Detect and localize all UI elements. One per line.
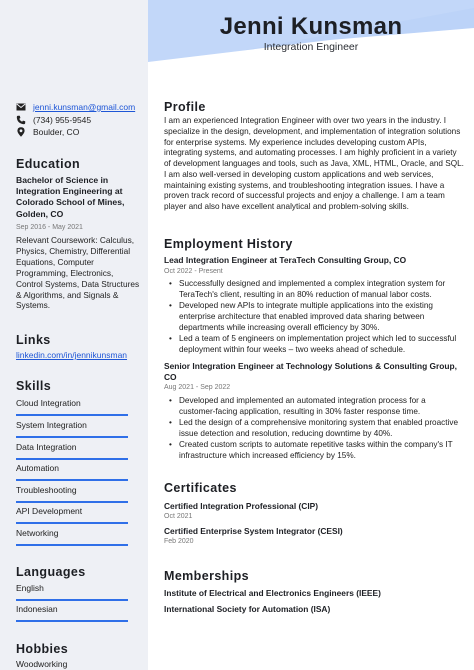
membership-item: International Society for Automation (ISA) [164,604,331,614]
resume-job-title: Integration Engineer [263,41,359,53]
skill-bar [16,436,128,438]
job-bullet: • Created custom scripts to automate repetitive tasks within the company's IT infrastructure which increased efficiency by 15%. [164,440,464,462]
employment-heading: Employment History [164,237,293,251]
skill-item [16,398,128,416]
job-bullet: • Developed and implemented an automated integration process for a customer-facing application, resulting in 30% faster response time. [164,396,464,418]
links-heading: Links [16,333,51,347]
education-coursework: Relevant Coursework: Calculus, Physics, Chemistry, Differential Equations, Computer Programming, Electronics, Control Systems, Data Structures & Algorithms, and Signals & Systems. [16,235,140,311]
skill-bar-fill [16,436,128,438]
contact-email[interactable]: jenni.kunsman@gmail.com [33,102,136,112]
profile-heading: Profile [164,100,206,114]
certificate-name: Certified Enterprise System Integrator (CESI) [164,526,343,536]
certificate-date: Feb 2020 [164,538,194,545]
memberships-heading: Memberships [164,569,249,583]
job-dates: Aug 2021 - Sep 2022 [164,384,231,391]
language-label: Indonesian [16,604,58,614]
skill-bar [16,544,128,546]
job-title: Lead Integration Engineer at TeraTech Consulting Group, CO [164,255,407,265]
location-pin-icon [16,127,26,137]
skill-label: Cloud Integration [16,398,81,408]
language-item [16,583,128,601]
languages-heading: Languages [16,565,86,579]
job-title: Senior Integration Engineer at Technology Solutions & Consulting Group, CO [164,361,457,382]
job-bullet: • Led a team of 5 engineers on implementation project which led to successful deployment within four weeks – two weeks ahead of schedule. [164,334,464,356]
contact-phone: (734) 955-9545 [33,115,92,125]
skill-item [16,463,128,481]
skill-bar-fill [16,414,128,416]
skill-bar-fill [16,479,128,481]
skill-label: Troubleshooting [16,485,77,495]
contact-location-row [16,127,79,137]
profile-text: I am an experienced Integration Engineer with over two years in the industry. I specialize in the design, development, and implementation of integration solutions for enterprise systems. My experience includes developing custom APIs, integrating systems, and automating processes. I am highly proficient in a variety of development languages and tools, such as Java, XML, HTML, Oracle, and SQL. I am also well-versed in developing custom applications and web services, maintaining existing systems, and troubleshooting integration issues. I have a proven track record of successful projects and enjoy a challenge. I am a team player and also have excellent analytical and problem-solving skills. [164,116,464,211]
skill-label: API Development [16,506,83,516]
skill-item [16,506,128,524]
skill-bar-fill [16,544,128,546]
skill-item [16,528,128,546]
education-heading: Education [16,157,81,171]
resume-name: Jenni Kunsman [219,13,403,40]
job-bullet: • Successfully designed and implemented a complex integration system for TeraTech's client, resulting in an 80% reduction of manual labor costs. [164,279,464,301]
job-bullets [164,279,464,356]
envelope-icon [16,102,26,112]
language-bar [16,599,128,601]
hobbies-heading: Hobbies [16,642,69,656]
skill-label: Automation [16,463,59,473]
skill-bar-fill [16,458,128,460]
skill-bar [16,414,128,416]
contact-phone-row [16,115,91,125]
education-dates: Sep 2016 - May 2021 [16,224,83,231]
job-dates: Oct 2022 - Present [164,268,223,275]
language-item [16,604,128,622]
skill-bar [16,458,128,460]
skill-label: Data Integration [16,442,77,452]
linkedin-link[interactable]: linkedin.com/in/jennikunsman [16,350,128,360]
skill-bar-fill [16,522,128,524]
skill-bar-fill [16,501,128,503]
job-bullet: • Developed new APIs to integrate multiple applications into the existing enterprise architecture that enabled improved data sharing between departments while increasing overall efficiency by 30%. [164,301,464,333]
certificate-name: Certified Integration Professional (CIP) [164,501,319,511]
language-label: English [16,583,44,593]
skill-bar [16,501,128,503]
skills-heading: Skills [16,379,52,393]
membership-item: Institute of Electrical and Electronics Engineers (IEEE) [164,588,381,598]
skill-label: Networking [16,528,59,538]
education-degree: Bachelor of Science in Integration Engineering at Colorado School of Mines, Golden, CO [16,175,125,219]
language-bar-fill [16,620,128,622]
skill-bar [16,479,128,481]
job-bullets [164,396,464,462]
skill-item [16,442,128,460]
certificates-heading: Certificates [164,481,237,495]
job-bullet: • Led the design of a comprehensive monitoring system that enabled proactive issue detection and resolution, reducing downtime by 40%. [164,418,464,440]
language-bar-fill [16,599,128,601]
language-bar [16,620,128,622]
contact-location: Boulder, CO [33,127,80,137]
skill-label: System Integration [16,420,87,430]
phone-icon [16,115,26,125]
contact-email-row[interactable] [16,102,135,112]
hobby-item [16,659,67,669]
certificate-date: Oct 2021 [164,513,193,520]
hobby-label: Woodworking [16,659,68,669]
skill-item [16,485,128,503]
skill-item [16,420,128,438]
skill-bar [16,522,128,524]
